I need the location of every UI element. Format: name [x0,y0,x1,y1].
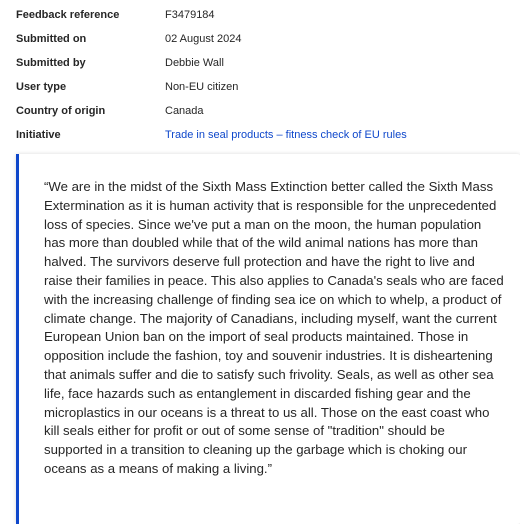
detail-row-country-of-origin [16,96,512,120]
feedback-details [16,0,512,144]
user-type-value: Non-EU citizen [165,81,239,93]
detail-label: Country of origin [16,105,106,117]
feedback-reference-value: F3479184 [165,9,215,21]
submitted-by-value: Debbie Wall [165,57,224,69]
detail-row-submitted-on [16,24,512,48]
detail-row-feedback-reference [16,0,512,24]
detail-label: Initiative [16,129,61,141]
feedback-text: “We are in the midst of the Sixth Mass Extinction better called the Sixth Mass Extermination as it is human activity that is responsible for the unprecedented loss of species. Since we've put a man on the moon, the human population has more than doubled while that of the wild animal nations has more than halved. The survivors deserve full protection and have the right to live and raise their families in peace. This also applies to Canada's seals who are faced with the increasing challenge of finding sea ice on which to whelp, a product of climate change. The majority of Canadians, including myself, want the current European Union ban on the import of seal products maintained. Those in opposition include the fashion, toy and souvenir industries. It is disheartening that animals suffer and die to satisfy such frivolity. Seals, as well as other sea life, face hazards such as entanglement in discarded fishing gear and the microplastics in our oceans is a threat to us all. Those on the east coast who kill seals either for profit or out of some sense of "tradition" should be supported in a transition to cleaning up the garbage which is choking our oceans as a means of making a living.” [44,179,504,476]
detail-label: User type [16,81,67,93]
detail-row-submitted-by [16,48,512,72]
detail-row-initiative [16,120,512,144]
detail-label: Submitted on [16,33,87,45]
detail-label: Feedback reference [16,9,120,21]
submitted-on-value: 02 August 2024 [165,33,242,45]
detail-row-user-type [16,72,512,96]
country-of-origin-value: Canada [165,105,204,117]
feedback-quote-card [16,154,520,524]
detail-label: Submitted by [16,57,86,69]
initiative-link[interactable]: Trade in seal products – fitness check of EU rules [165,129,407,141]
